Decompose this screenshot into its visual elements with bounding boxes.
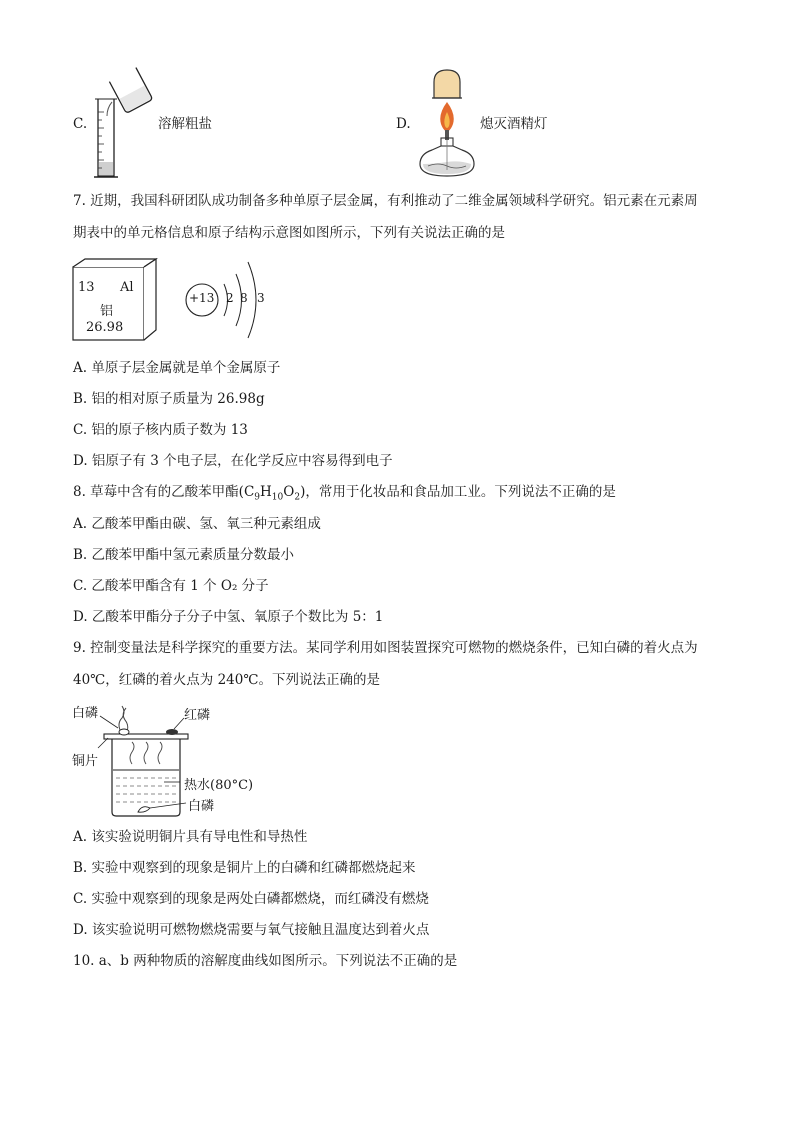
combustion-experiment-figure <box>72 700 272 818</box>
label-red-phosphorus: 红磷 <box>184 708 211 723</box>
shell-1-electrons: 2 <box>226 291 234 305</box>
nucleus-charge: +13 <box>189 291 215 305</box>
q8-option-c: C. 乙酸苯甲酯含有 1 个 O₂ 分子 <box>73 578 269 594</box>
element-symbol: Al <box>120 280 134 295</box>
q6-option-c-text: 溶解粗盐 <box>158 116 212 132</box>
formula-h: H <box>260 484 272 500</box>
q8-stem <box>73 482 616 508</box>
q8-option-a: A. 乙酸苯甲酯由碳、氢、氧三种元素组成 <box>73 516 321 532</box>
q7-option-d: D. 铝原子有 3 个电子层，在化学反应中容易得到电子 <box>73 453 393 469</box>
element-name: 铝 <box>100 304 114 319</box>
q9-option-c: C. 实验中观察到的现象是两处白磷都燃烧，而红磷没有燃烧 <box>73 891 429 907</box>
q7-option-b: B. 铝的相对原子质量为 26.98g <box>73 391 265 407</box>
atom-structure-diagram <box>184 258 274 344</box>
q9-option-a: A. 该实验说明铜片具有导电性和导热性 <box>73 829 308 845</box>
q7-option-a: A. 单原子层金属就是单个金属原子 <box>73 360 281 376</box>
label-white-phosphorus-bottom: 白磷 <box>188 799 215 814</box>
q9-stem-line1: 9. 控制变量法是科学探究的重要方法。某同学利用如图装置探究可燃物的燃烧条件，已知白磷的着火点为 <box>73 640 698 656</box>
shell-3-electrons: 3 <box>257 291 265 305</box>
shell-2-electrons: 8 <box>240 291 248 305</box>
q8-option-b: B. 乙酸苯甲酯中氢元素质量分数最小 <box>73 547 295 563</box>
q7-option-c: C. 铝的原子核内质子数为 13 <box>73 422 248 438</box>
q9-option-d: D. 该实验说明可燃物燃烧需要与氧气接触且温度达到着火点 <box>73 922 430 938</box>
formula-h-subscript: 10 <box>271 492 284 503</box>
q9-option-b: B. 实验中观察到的现象是铜片上的白磷和红磷都燃烧起来 <box>73 860 416 876</box>
q6-option-d-text: 熄灭酒精灯 <box>480 116 548 132</box>
graduated-cylinder-pouring-icon <box>90 64 160 182</box>
element-atomic-number: 13 <box>78 280 95 295</box>
q6-option-c-letter: C. <box>73 116 88 132</box>
element-atomic-mass: 26.98 <box>86 320 124 335</box>
q9-stem-line2: 40℃，红磷的着火点为 240℃。下列说法正确的是 <box>73 672 380 688</box>
element-cell-figure <box>72 258 158 342</box>
label-hot-water: 热水(80°C) <box>184 778 254 793</box>
label-white-phosphorus-top: 白磷 <box>72 706 99 721</box>
q8-stem-prefix: 8. 草莓中含有的乙酸苯甲酯(C <box>73 484 255 500</box>
formula-o-subscript: 2 <box>294 492 301 503</box>
q6-option-d-letter: D. <box>396 116 411 132</box>
alcohol-lamp-with-cap-icon <box>414 66 480 180</box>
q8-option-d: D. 乙酸苯甲酯分子分子中氢、氧原子个数比为 5：1 <box>73 609 384 625</box>
label-copper-plate: 铜片 <box>72 754 99 769</box>
q10-stem: 10. a、b 两种物质的溶解度曲线如图所示。下列说法不正确的是 <box>73 953 458 969</box>
formula-c-subscript: 9 <box>254 492 261 503</box>
q7-stem-line2: 期表中的单元格信息和原子结构示意图如图所示，下列有关说法正确的是 <box>73 225 505 241</box>
q7-stem-line1: 7. 近期，我国科研团队成功制备多种单原子层金属，有利推动了二维金属领域科学研究。铝元素在元素周 <box>73 193 698 209</box>
q8-stem-suffix: )，常用于化妆品和食品加工业。下列说法不正确的是 <box>300 484 616 500</box>
formula-o: O <box>283 484 295 500</box>
